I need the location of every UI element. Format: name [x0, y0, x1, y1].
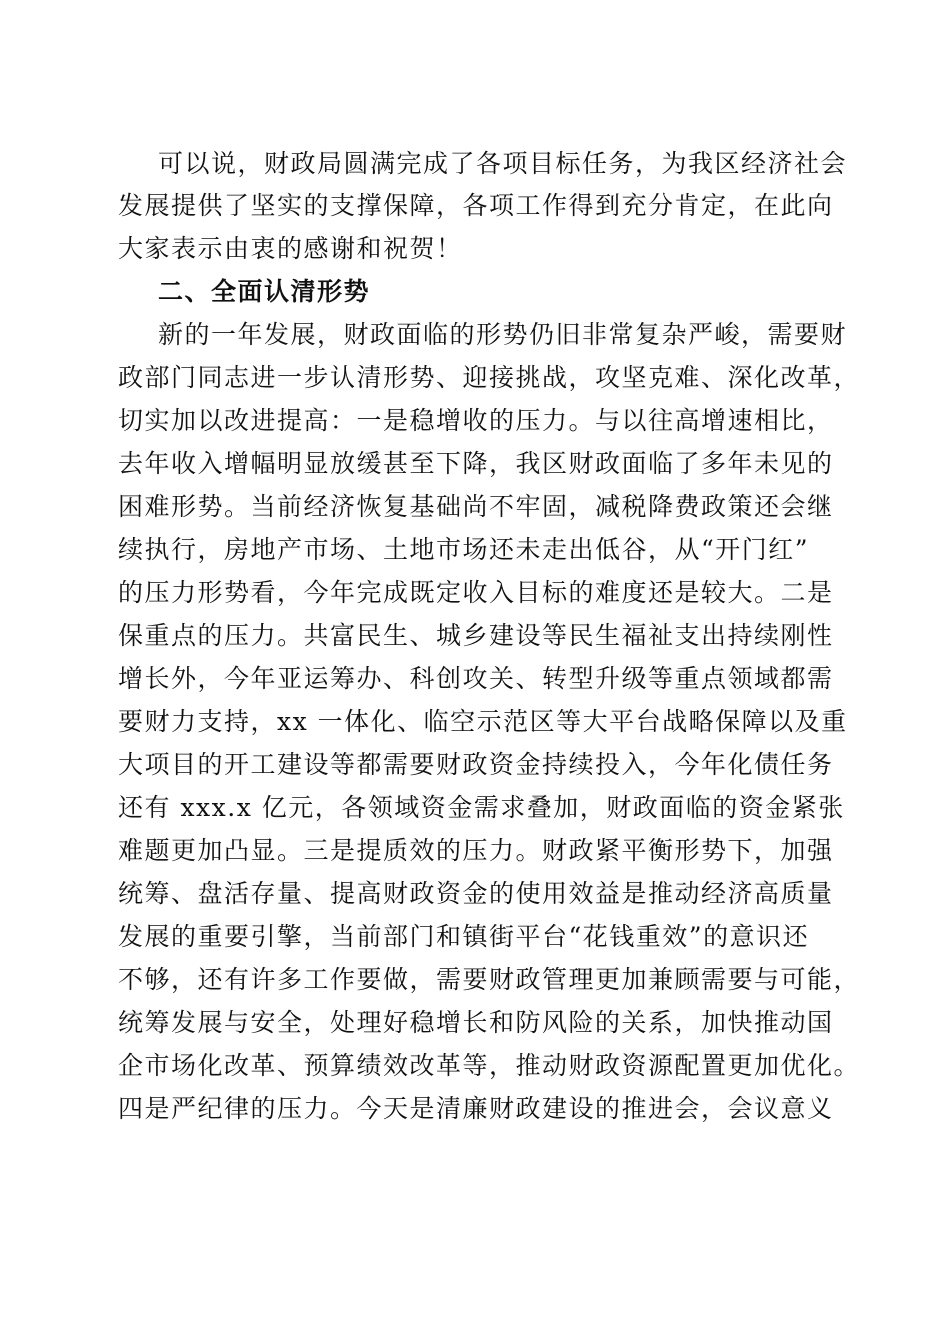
paragraph-2-line-14: 统筹、盘活存量、提高财政资金的使用效益是推动经济高质量	[118, 879, 834, 908]
paragraph-2-line-3: 切实加以改进提高：一是稳增收的压力。与以往高增速相比，	[118, 406, 834, 435]
paragraph-2-line-8: 保重点的压力。共富民生、城乡建设等民生福祉支出持续刚性	[118, 621, 834, 650]
paragraph-1-line-2: 发展提供了坚实的支撑保障，各项工作得到充分肯定，在此向	[118, 191, 834, 220]
section-heading: 二、全面认清形势	[158, 277, 371, 306]
paragraph-2-line-17: 统筹发展与安全，处理好稳增长和防风险的关系，加快推动国	[118, 1008, 834, 1037]
paragraph-2-line-15: 发展的重要引擎，当前部门和镇街平台“花钱重效”的意识还	[118, 922, 810, 951]
paragraph-2-line-9: 增长外，今年亚运筹办、科创攻关、转型升级等重点领域都需	[118, 664, 834, 693]
paragraph-2-line-2: 政部门同志进一步认清形势、迎接挑战，攻坚克难、深化改革，	[118, 363, 861, 392]
paragraph-2-line-13: 难题更加凸显。三是提质效的压力。财政紧平衡形势下，加强	[118, 836, 834, 865]
paragraph-2-line-16: 不够，还有许多工作要做，需要财政管理更加兼顾需要与可能，	[118, 965, 861, 994]
paragraph-2-line-5: 困难形势。当前经济恢复基础尚不牢固，减税降费政策还会继	[118, 492, 834, 521]
paragraph-1-line-3: 大家表示由衷的感谢和祝贺！	[118, 234, 463, 263]
paragraph-2-line-1: 新的一年发展，财政面临的形势仍旧非常复杂严峻，需要财	[158, 320, 848, 349]
paragraph-1-line-1: 可以说，财政局圆满完成了各项目标任务，为我区经济社会	[158, 149, 848, 178]
paragraph-2-line-4: 去年收入增幅明显放缓甚至下降，我区财政面临了多年未见的	[118, 449, 834, 478]
paragraph-2-line-11: 大项目的开工建设等都需要财政资金持续投入，今年化债任务	[118, 750, 834, 779]
paragraph-2-line-19: 四是严纪律的压力。今天是清廉财政建设的推进会，会议意义	[118, 1094, 834, 1123]
paragraph-2-line-12: 还有 xxx.x 亿元，各领域资金需求叠加，财政面临的资金紧张	[118, 793, 845, 822]
paragraph-2-line-10: 要财力支持，xx 一体化、临空示范区等大平台战略保障以及重	[118, 707, 848, 736]
paragraph-2-line-18: 企市场化改革、预算绩效改革等，推动财政资源配置更加优化。	[118, 1051, 861, 1080]
paragraph-2-line-7: 的压力形势看，今年完成既定收入目标的难度还是较大。二是	[118, 578, 834, 607]
paragraph-2-line-6: 续执行，房地产市场、土地市场还未走出低谷，从“开门红”	[118, 535, 810, 564]
